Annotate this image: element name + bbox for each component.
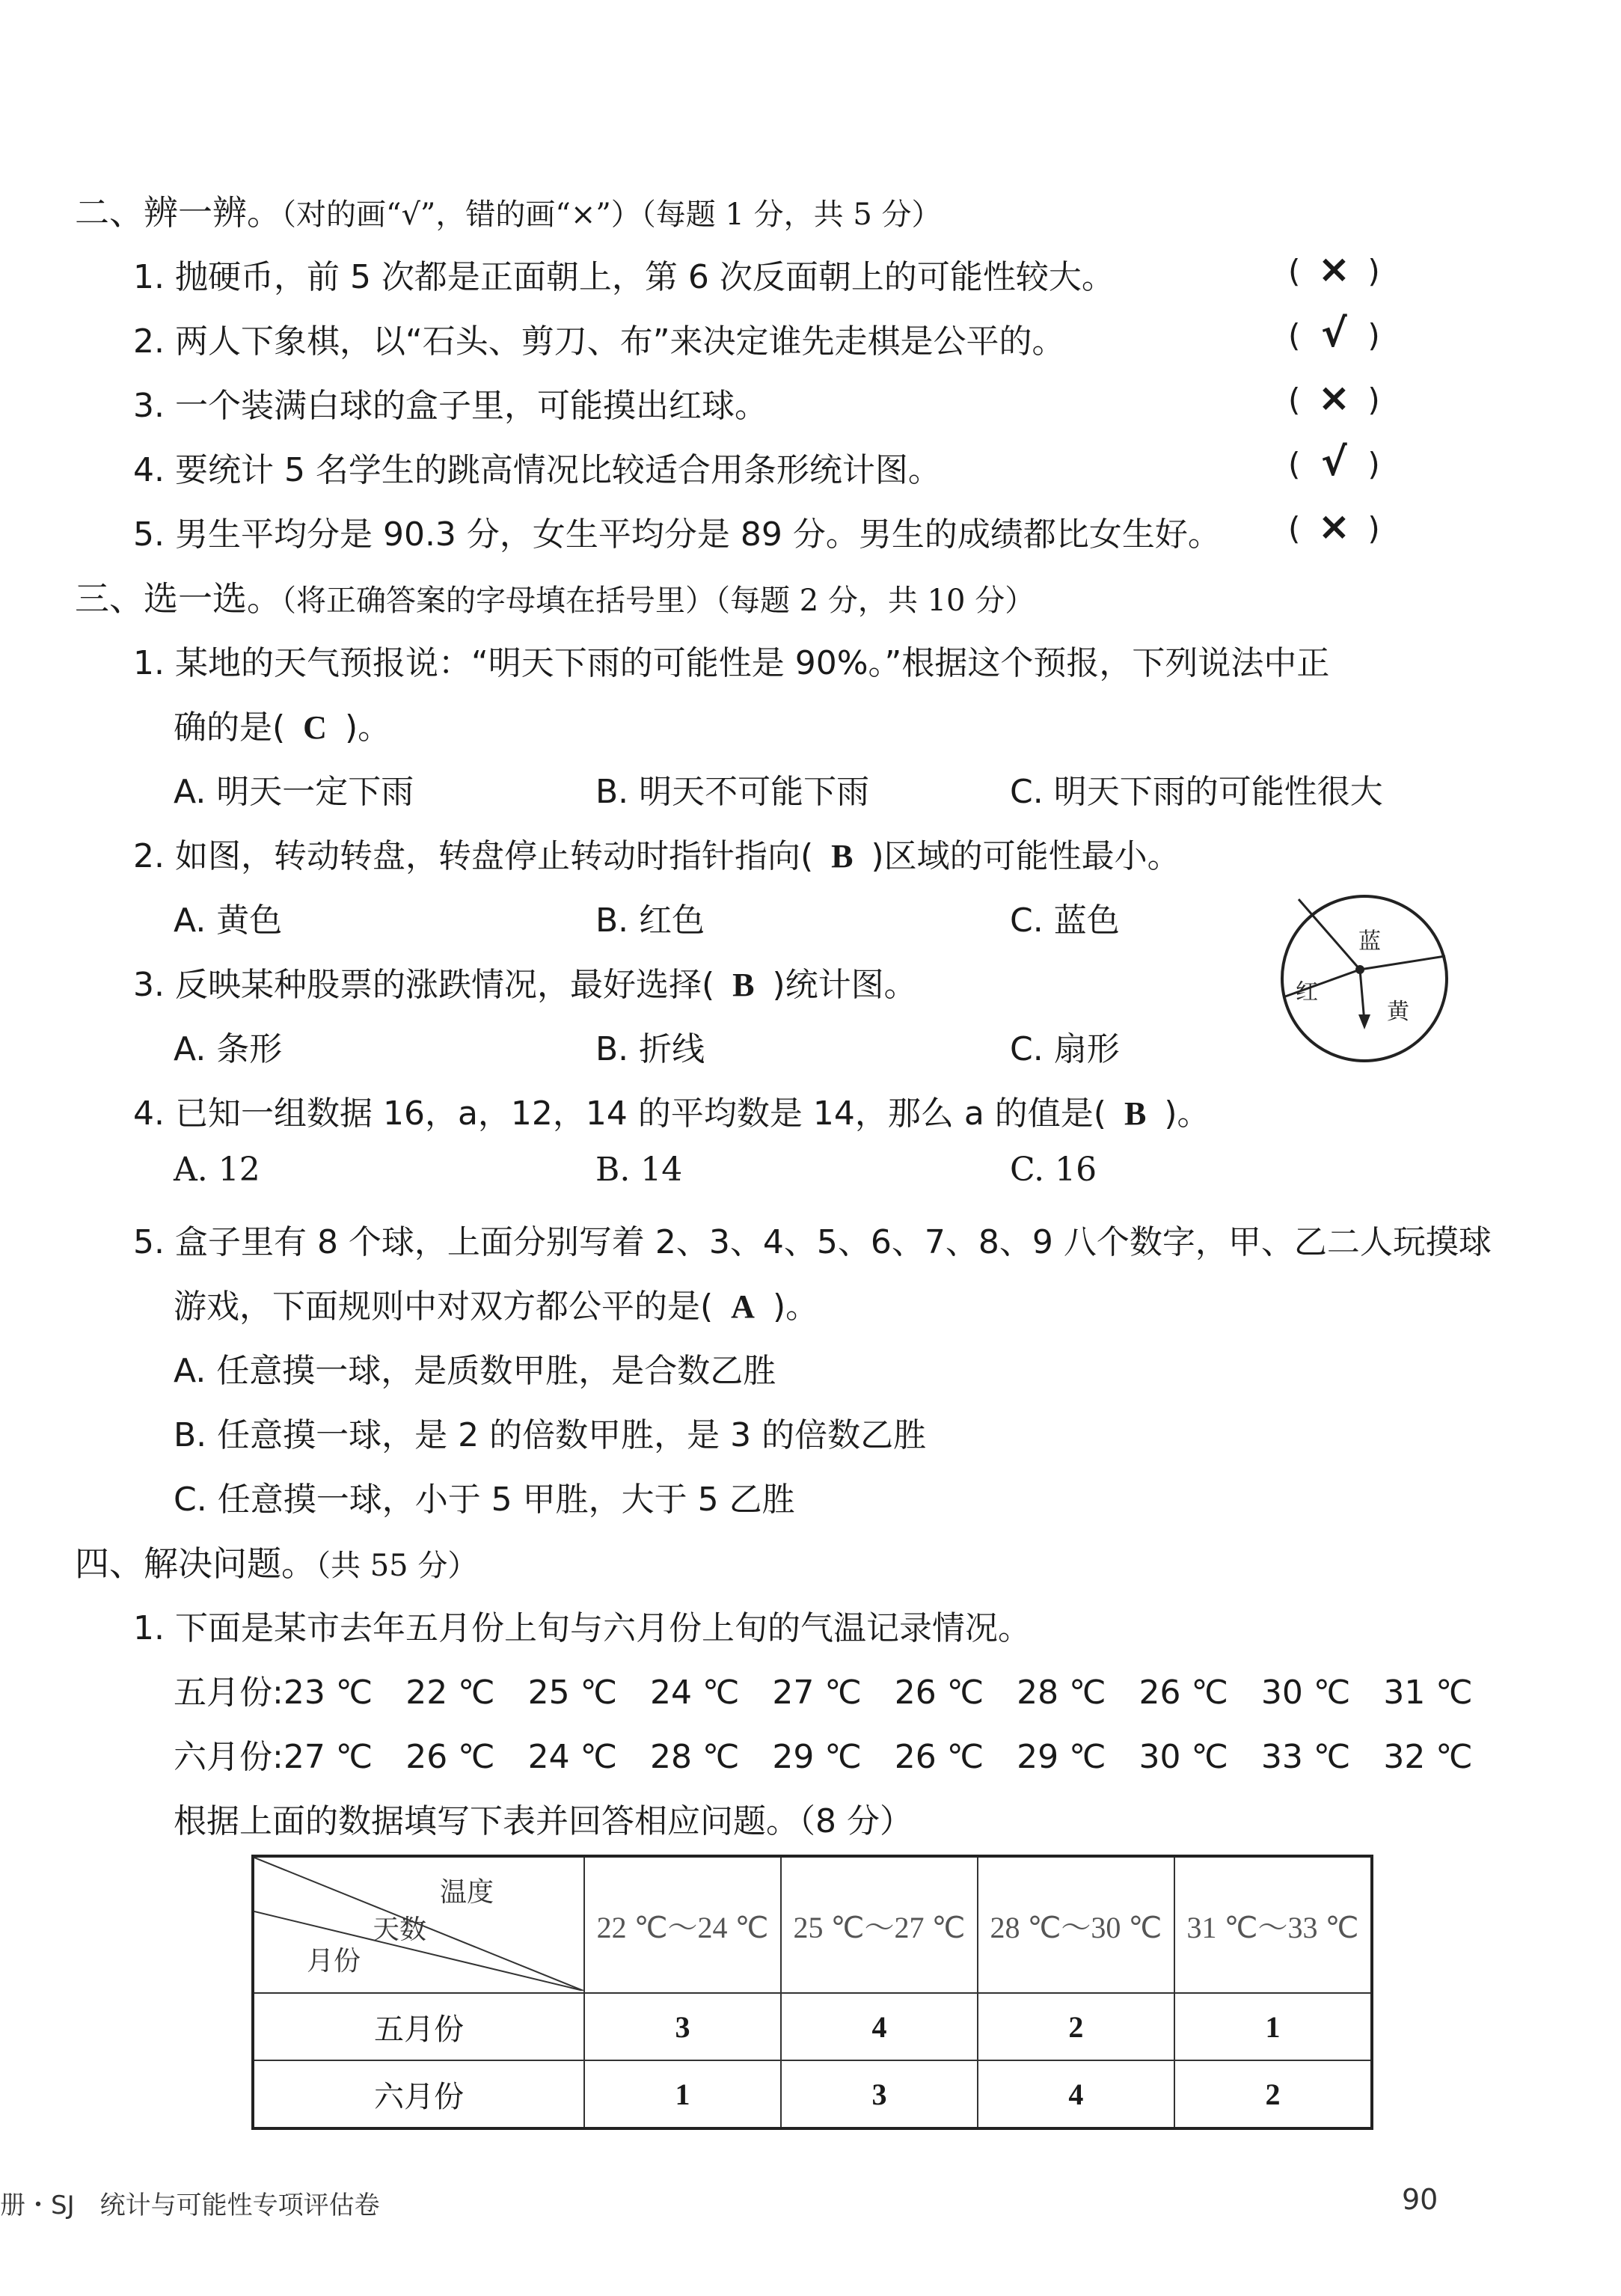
judge-item: 5. 男生平均分是 90.3 分，女生平均分是 89 分。男生的成绩都比女生好。 xyxy=(133,515,1221,554)
arrow-icon xyxy=(1358,1014,1370,1029)
spinner-label-yellow: 黄 xyxy=(1387,999,1409,1025)
choice-question-1-line2: 确的是( C )。 xyxy=(174,708,391,747)
judge-item: 3. 一个装满白球的盒子里，可能摸出红球。 xyxy=(133,387,767,425)
page-number: 90 xyxy=(1402,2183,1438,2216)
range-header: 25 ℃～27 ℃ xyxy=(781,1856,978,1993)
range-header: 28 ℃～30 ℃ xyxy=(978,1856,1174,1993)
answer-mark: √ xyxy=(1321,311,1347,356)
option-c: C. 任意摸一球，小于 5 甲胜，大于 5 乙胜 xyxy=(174,1481,795,1519)
answer-letter: B xyxy=(831,838,854,875)
spinner-circle xyxy=(1282,896,1447,1061)
range-header: 22 ℃～24 ℃ xyxy=(584,1856,781,1993)
option-a: A. 任意摸一球，是质数甲胜，是合数乙胜 xyxy=(174,1352,776,1390)
answer-mark: × xyxy=(1317,504,1351,549)
table-cell: 1 xyxy=(584,2060,781,2128)
corner-label-days: 天数 xyxy=(373,1914,427,1945)
temperature-table xyxy=(251,1855,1373,2130)
choice-question-3: 3. 反映某种股票的涨跌情况，最好选择( B )统计图。 xyxy=(133,966,917,1004)
table-row xyxy=(253,1993,1372,2060)
section-note: （将正确答案的字母填在括号里）（每题 2 分，共 10 分） xyxy=(281,584,1035,618)
table-cell: 3 xyxy=(584,1993,781,2060)
answer-paren: ( × ) xyxy=(1288,376,1380,420)
section-note: （对的画“√”，错的画“×”）（每题 1 分，共 5 分） xyxy=(281,198,942,232)
judge-item: 4. 要统计 5 名学生的跳高情况比较适合用条形统计图。 xyxy=(133,451,941,489)
answer-letter: C xyxy=(303,709,327,746)
table-cell: 3 xyxy=(781,2060,978,2128)
may-temperatures: 五月份:23 ℃ 22 ℃ 25 ℃ 24 ℃ 27 ℃ 26 ℃ 28 ℃ 26 ℃ 30 ℃ 31 ℃ xyxy=(174,1674,1473,1712)
table-cell: 2 xyxy=(978,1993,1174,2060)
choice-question-5-line1: 5. 盒子里有 8 个球，上面分别写着 2、3、4、5、6、7、8、9 八个数字，甲、乙二人玩摸球 xyxy=(133,1223,1492,1261)
spinner-diagram xyxy=(1276,890,1453,1067)
answer-mark: √ xyxy=(1321,440,1347,485)
row-label: 五月份 xyxy=(253,1993,584,2060)
answer-paren: ( × ) xyxy=(1288,504,1380,549)
option-b: B. 明天不可能下雨 xyxy=(595,773,870,811)
option-a: A. 明天一定下雨 xyxy=(174,773,414,811)
section-note: （共 55 分） xyxy=(316,1549,478,1583)
judge-item: 1. 抛硬币，前 5 次都是正面朝上，第 6 次反面朝上的可能性较大。 xyxy=(133,258,1115,296)
option-b: B. 折线 xyxy=(595,1030,705,1068)
section-judge-heading xyxy=(75,186,942,235)
answer-paren: ( √ ) xyxy=(1288,440,1380,485)
section-solve-heading xyxy=(75,1537,477,1586)
option-b: B. 红色 xyxy=(595,901,705,940)
section-title: 二、辨一辨。 xyxy=(75,192,281,233)
solve-question-1: 1. 下面是某市去年五月份上旬与六月份上旬的气温记录情况。 xyxy=(133,1609,1031,1647)
table-header-row xyxy=(253,1856,1372,1993)
table-cell: 4 xyxy=(781,1993,978,2060)
range-header: 31 ℃～33 ℃ xyxy=(1174,1856,1372,1993)
answer-letter: A xyxy=(731,1288,755,1325)
footer-title: 册・SJ 统计与可能性专项评估卷 xyxy=(0,2191,380,2220)
corner-label-month: 月份 xyxy=(307,1946,361,1977)
spinner-label-blue: 蓝 xyxy=(1358,928,1381,955)
choice-question-2: 2. 如图，转动转盘，转盘停止转动时指针指向( B )区域的可能性最小。 xyxy=(133,837,1180,875)
spinner-label-red: 红 xyxy=(1296,979,1318,1005)
option-c: C. 16 xyxy=(1010,1151,1097,1189)
table-instruction: 根据上面的数据填写下表并回答相应问题。（8 分） xyxy=(174,1802,913,1840)
spinner-divider xyxy=(1360,956,1445,970)
option-c: C. 扇形 xyxy=(1010,1030,1120,1068)
table-cell: 2 xyxy=(1174,2060,1372,2128)
answer-letter: B xyxy=(732,967,755,1003)
choice-question-4: 4. 已知一组数据 16，a，12，14 的平均数是 14，那么 a 的值是( B )。 xyxy=(133,1095,1210,1133)
june-temperatures: 六月份:27 ℃ 26 ℃ 24 ℃ 28 ℃ 29 ℃ 26 ℃ 29 ℃ 30 ℃ 33 ℃ 32 ℃ xyxy=(174,1738,1473,1776)
option-c: C. 蓝色 xyxy=(1010,901,1120,940)
section-title: 四、解决问题。 xyxy=(75,1543,316,1584)
option-a: A. 条形 xyxy=(174,1030,283,1068)
answer-mark: × xyxy=(1317,376,1351,420)
section-choose-heading xyxy=(75,572,1035,621)
option-b: B. 任意摸一球，是 2 的倍数甲胜，是 3 的倍数乙胜 xyxy=(174,1416,927,1454)
option-c: C. 明天下雨的可能性很大 xyxy=(1010,773,1383,811)
table-cell: 1 xyxy=(1174,1993,1372,2060)
spinner-pointer xyxy=(1360,970,1364,1022)
option-b: B. 14 xyxy=(595,1151,683,1189)
judge-item: 2. 两人下象棋，以“石头、剪刀、布”来决定谁先走棋是公平的。 xyxy=(133,322,1065,361)
option-a: A. 12 xyxy=(174,1151,260,1189)
choice-question-5-line2: 游戏，下面规则中对双方都公平的是( A )。 xyxy=(174,1288,819,1326)
answer-mark: × xyxy=(1317,247,1351,292)
answer-letter: B xyxy=(1124,1095,1147,1132)
section-title: 三、选一选。 xyxy=(75,578,281,619)
answer-paren: ( √ ) xyxy=(1288,311,1380,356)
table-row xyxy=(253,2060,1372,2128)
corner-diagonals xyxy=(254,1858,583,1991)
table-corner-cell xyxy=(253,1856,584,1993)
corner-label-temp: 温度 xyxy=(440,1877,494,1908)
choice-question-1-line1: 1. 某地的天气预报说：“明天下雨的可能性是 90%。”根据这个预报，下列说法中正 xyxy=(133,644,1330,682)
option-a: A. 黄色 xyxy=(174,901,283,940)
row-label: 六月份 xyxy=(253,2060,584,2128)
spinner-divider xyxy=(1299,899,1360,970)
table-cell: 4 xyxy=(978,2060,1174,2128)
answer-paren: ( × ) xyxy=(1288,247,1380,292)
